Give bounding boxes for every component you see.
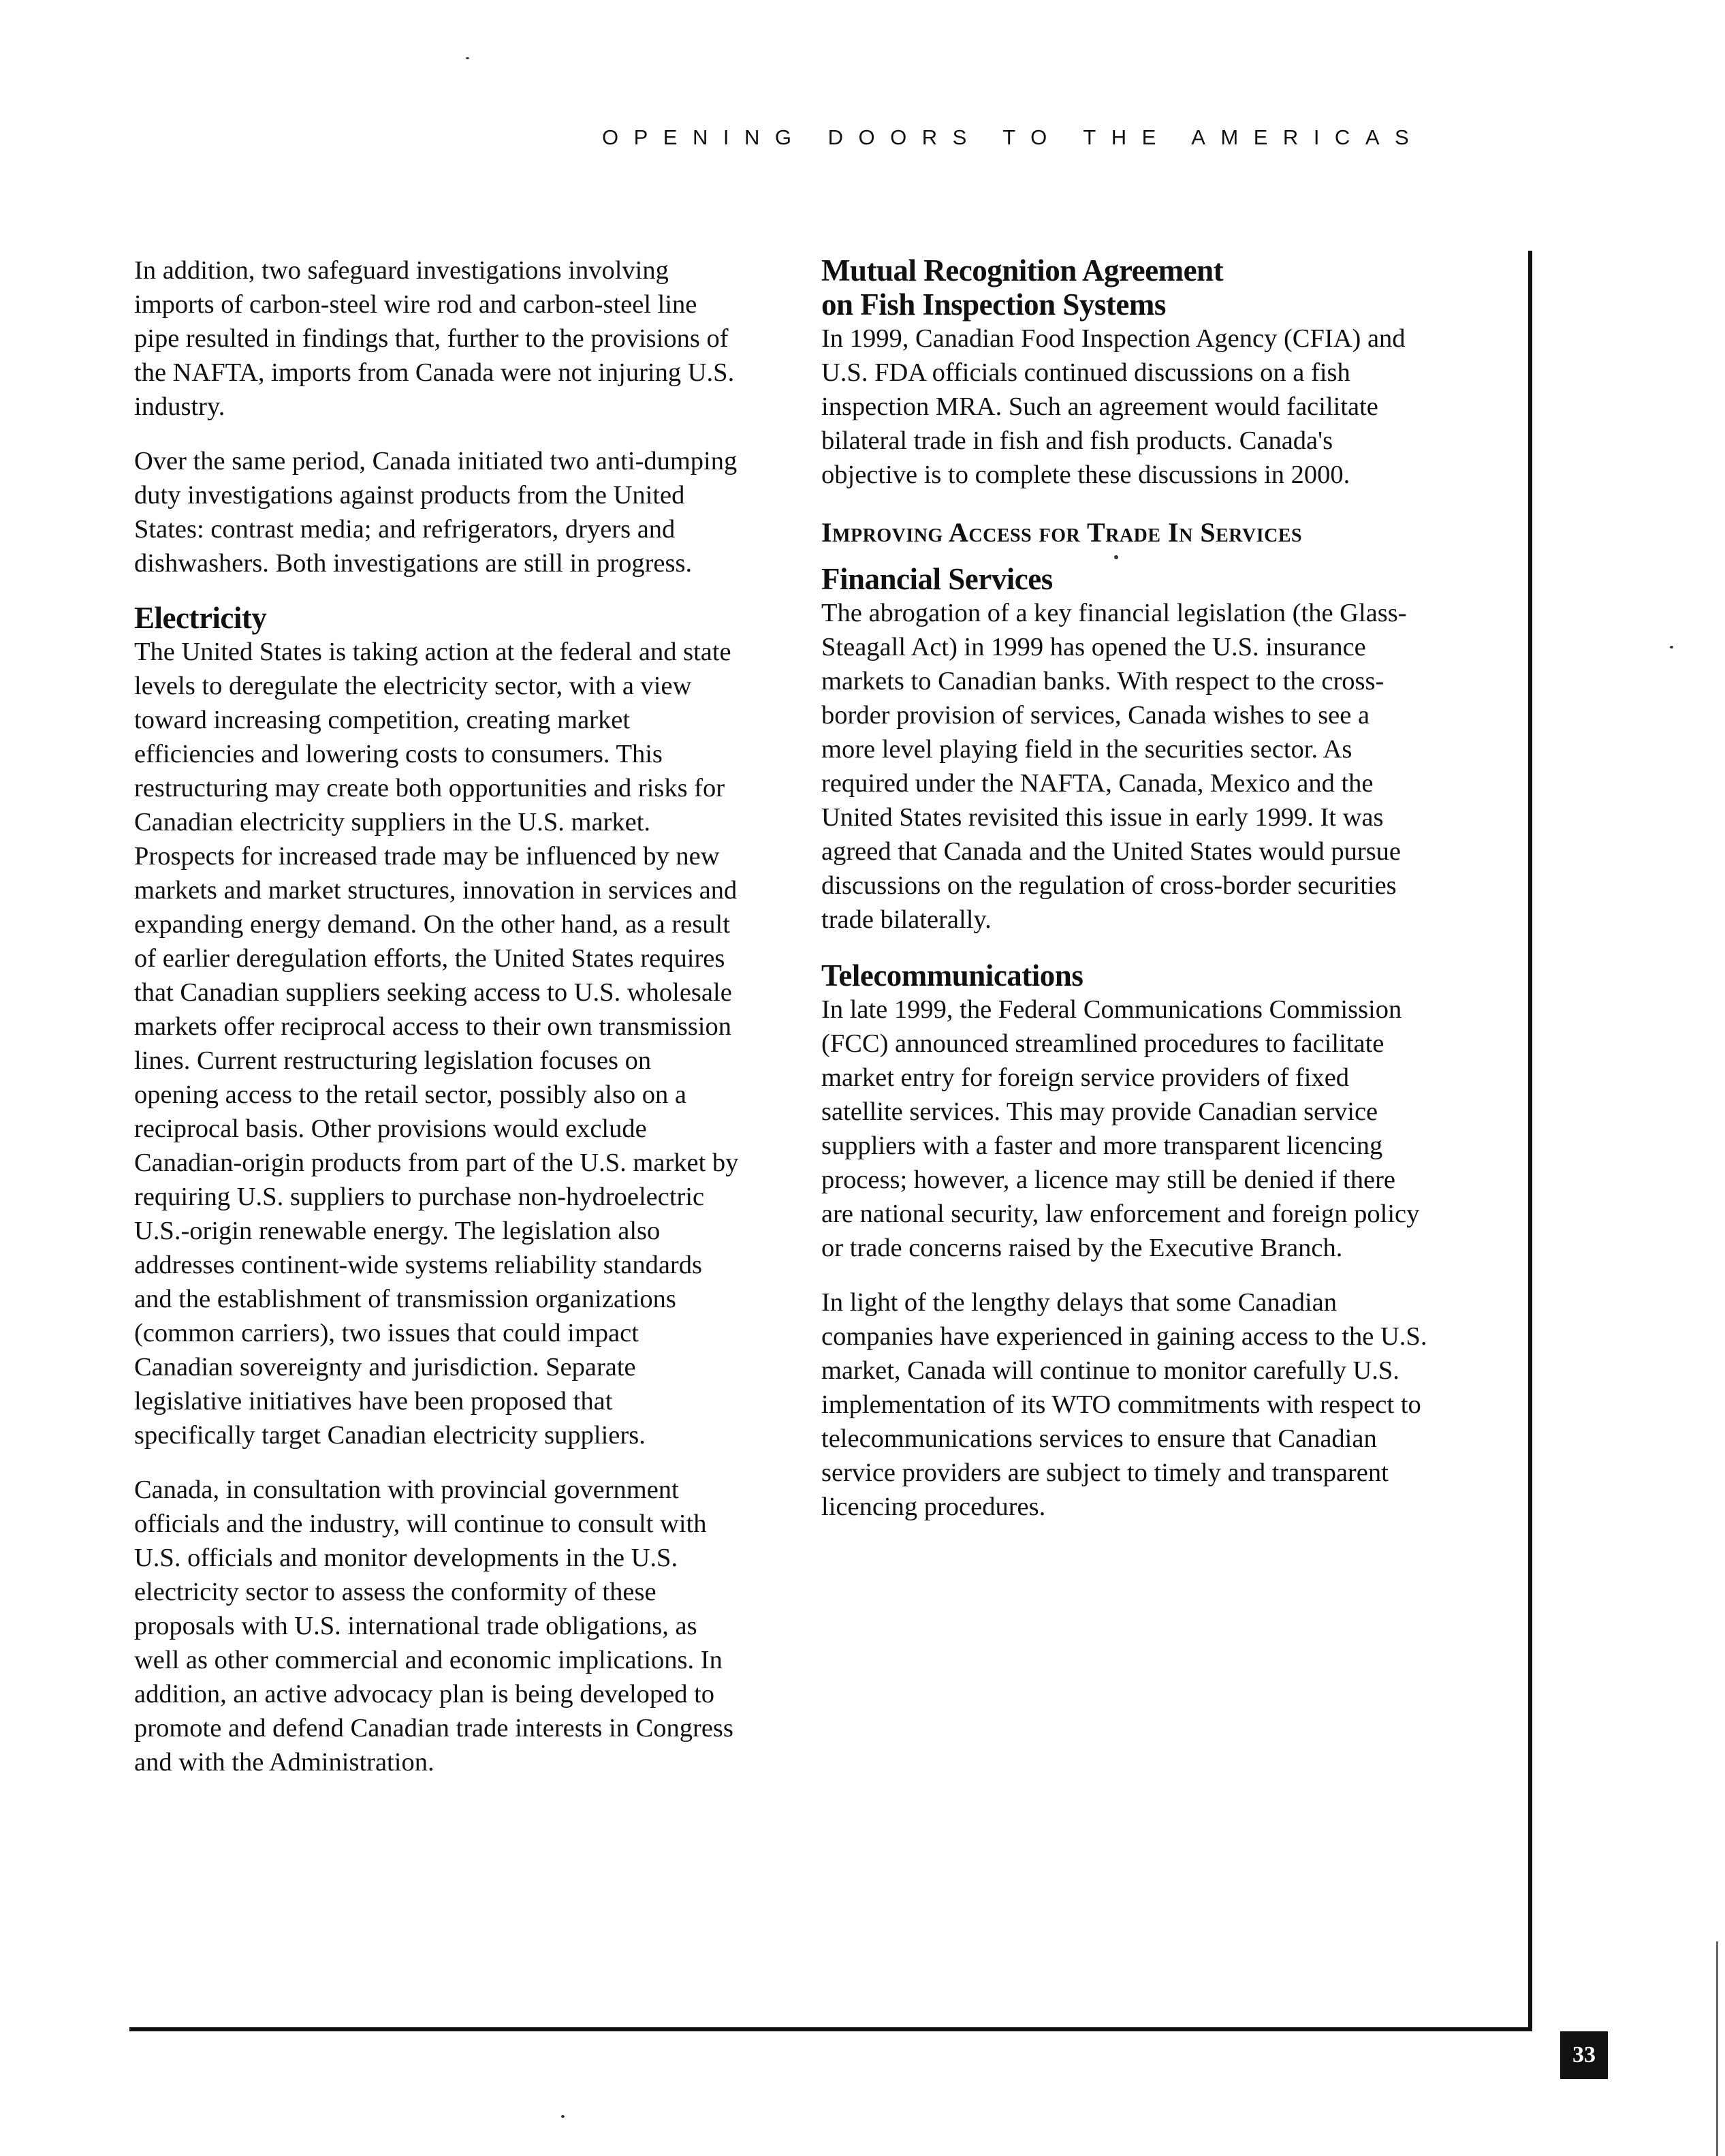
telecommunications-paragraph-1: In late 1999, the Federal Communications Commission (FCC) announced streamlined procedures to facilitate market entry for foreign service providers of fixed satellite services. This may provide Canadian service suppliers with a faster and more transparent licencing process; however, a licence may still be denied if there are national security, law enforcement and foreign policy or trade concerns raised by the Executive Branch. [821, 995, 1420, 1262]
scan-speck [1670, 646, 1673, 649]
telecommunications-paragraph-2: In light of the lengthy delays that some Canadian companies have experienced in gaining access to the U.S. market, Canada will continue to monitor carefully U.S. implementation of its WTO commitments with respect to telecommunications services to ensure that Canadian service providers are subject to timely and transparent licencing procedures. [821, 1288, 1427, 1521]
mra-heading [821, 253, 1427, 322]
page-number-badge: 33 [1560, 2031, 1608, 2079]
intro-paragraph-antidumping: Over the same period, Canada initiated two anti-dumping duty investigations against products from the United States: contrast media; and refrigerators, dryers and dishwashers. Both investigations are still in progress. [134, 447, 738, 578]
vertical-rule [1528, 251, 1532, 2030]
financial-services-heading: Financial Services [821, 562, 1053, 596]
footer-rule [129, 2027, 1532, 2031]
mra-heading-line2: on Fish Inspection Systems [821, 287, 1166, 322]
scan-speck [561, 2115, 565, 2118]
scan-speck [466, 57, 469, 59]
financial-services-paragraph: The abrogation of a key financial legislation (the Glass-Steagall Act) in 1999 has opened the U.S. insurance markets to Canadian banks. With respect to the cross-border provision of services, Canada wishes to see a more level playing field in the securities sector. As required under the NAFTA, Canada, Mexico and the United States revisited this issue in early 1999. It was agreed that Canada and the United States would pursue discussions on the regulation of cross-border securities trade bilaterally. [821, 599, 1407, 934]
electricity-paragraph-2: Canada, in consultation with provincial government officials and the industry, will continue to consult with U.S. officials and monitor developments in the U.S. electricity sector to assess the conformity of these proposals with U.S. international trade obligations, as well as other commercial and economic implications. In addition, an active advocacy plan is being developed to promote and defend Canadian trade interests in Congress and with the Administration. [134, 1475, 733, 1777]
telecommunications-heading: Telecommunications [821, 958, 1083, 993]
electricity-paragraph-1: The United States is taking action at the federal and state levels to deregulate the electricity sector, with a view toward increasing competition, creating market efficiencies and lowering costs to consumers. This restructuring may create both opportunities and risks for Canadian electricity suppliers in the U.S. market. Prospects for increased trade may be influenced by new markets and market structures, innovation in services and expanding energy demand. On the other hand, as a result of earlier deregulation efforts, the United States requires that Canadian suppliers seeking access to U.S. wholesale markets offer reciprocal access to their own transmission lines. Current restructuring legislation focuses on opening access to the retail sector, possibly also on a reciprocal basis. Other provisions would exclude Canadian-origin products from part of the U.S. market by requiring U.S. suppliers to purchase non-hydroelectric U.S.-origin renewable energy. The legislation also addresses continent-wide systems reliability standards and the establishment of transmission organizations (common carriers), two issues that could impact Canadian sovereignty and jurisdiction. Separate legislative initiatives have been proposed that specifically target Canadian electricity suppliers. [134, 638, 739, 1450]
scan-edge-mark [1716, 1941, 1718, 2156]
mra-paragraph: In 1999, Canadian Food Inspection Agency (CFIA) and U.S. FDA officials continued discussions on a fish inspection MRA. Such an agreement would facilitate bilateral trade in fish and fish products. Canada's objective is to complete these discussions in 2000. [821, 324, 1406, 489]
services-section-heading: Improving Access for Trade In Services [821, 517, 1303, 548]
running-header: OPENING DOORS TO THE AMERICAS [602, 125, 1425, 149]
intro-paragraph-safeguard: In addition, two safeguard investigations involving imports of carbon-steel wire rod and carbon-steel line pipe resulted in findings that, further to the provisions of the NAFTA, imports from Canada were not injuring U.S. industry. [134, 256, 735, 421]
mra-heading-line1: Mutual Recognition Agreement [821, 253, 1224, 287]
electricity-heading: Electricity [134, 601, 267, 635]
left-column [134, 253, 739, 1800]
right-column [821, 253, 1427, 1544]
scan-speck [1114, 555, 1118, 559]
